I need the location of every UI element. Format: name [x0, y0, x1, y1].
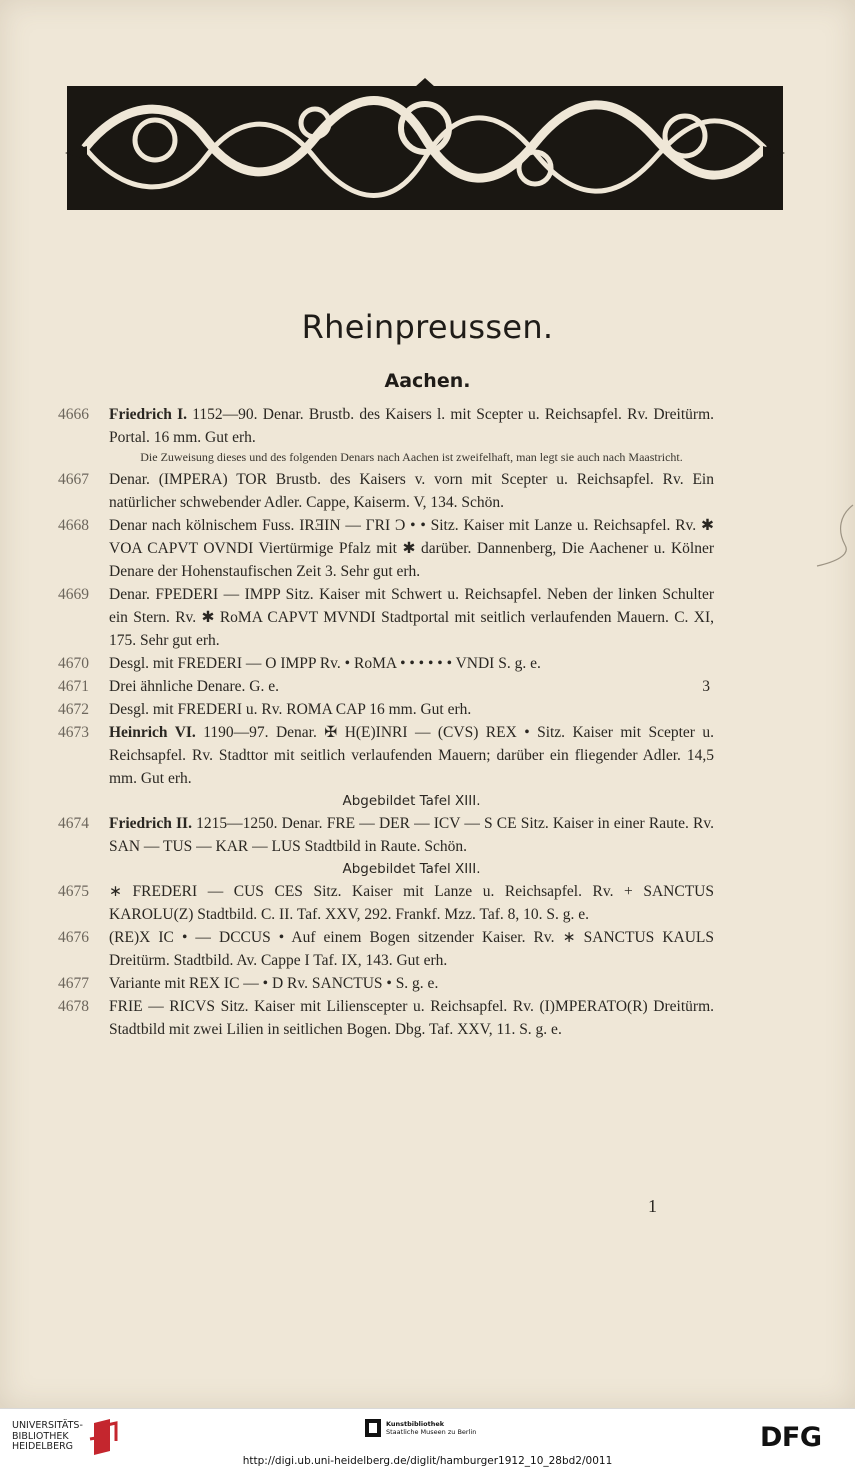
catalogue-entry [58, 995, 714, 1041]
entry-number: 4676 [58, 929, 89, 946]
entry-text: FRIE — RICVS Sitz. Kaiser mit Lilienscepter u. Reichsapfel. Rv. (I)MPERATO(R) Dreitürm. Stadtbild mit zwei Lilien in seitlichen Bogen. Dbg. Taf. XXV, 11. S. g. e. [109, 998, 714, 1038]
viewer-footer [0, 1408, 855, 1470]
section-heading: Aachen. [384, 370, 471, 392]
catalogue-entries [58, 403, 714, 1041]
catalogue-entry [58, 514, 714, 583]
catalogue-entry [58, 468, 714, 514]
plate-reference: Abgebildet Tafel XIII. [342, 793, 481, 809]
entry-number: 4669 [58, 586, 89, 603]
catalogue-entry [58, 972, 714, 995]
catalogue-entry [58, 583, 714, 652]
entry-text: Denar. (IMPERA) TOR Brustb. des Kaisers v. vorn mit Scepter u. Reichsapfel. Rv. Ein natürlicher schwebender Adler. Cappe, Kaiserm. V, 134. Schön. [109, 471, 714, 511]
entry-number: 4672 [58, 701, 89, 718]
page-title: Rheinpreussen. [301, 308, 554, 346]
kunstbibliothek-logo-icon [365, 1419, 381, 1437]
entry-number: 4678 [58, 998, 89, 1015]
entry-text: Desgl. mit FREDERI u. Rv. ROMA CAP 16 mm. Gut erh. [109, 701, 472, 718]
kunstbibliothek-logo-text: Kunstbibliothek Staatliche Museen zu Berlin [386, 1420, 477, 1436]
ruler-name: Friedrich I. [109, 406, 187, 423]
attribution-note: Die Zuweisung dieses und des folgenden Denars nach Aachen ist zweifelhaft, man legt sie auch nach Maastricht. [140, 450, 683, 464]
page-number: 1 [648, 1196, 657, 1216]
entry-number: 4675 [58, 883, 89, 900]
entry-text: Drei ähnliche Denare. G. e. [109, 678, 279, 695]
ub-heidelberg-emblem-icon [88, 1417, 122, 1457]
entry-number: 4666 [58, 406, 89, 423]
catalogue-entry [58, 652, 714, 675]
entry-number: 4673 [58, 724, 89, 741]
catalogue-entry [58, 403, 714, 449]
entry-number: 4677 [58, 975, 89, 992]
margin-pencil-mark [815, 500, 855, 580]
entry-text: 1215—1250. Denar. FRE — DER — ICV — S CE Sitz. Kaiser in einer Raute. Rv. SAN — TUS — KAR — LUS Stadtbild in Raute. Schön. [109, 815, 715, 855]
ornamental-header-band [65, 78, 785, 218]
entry-text: ∗ FREDERI — CUS CES Sitz. Kaiser mit Lanze u. Reichsapfel. Rv. + SANCTUS KAROLU(Z) Stadtbild. C. II. Taf. XXV, 292. Frankf. Mzz. Taf. 8, 10. S. g. e. [109, 883, 714, 923]
entry-number: 4670 [58, 655, 89, 672]
lot-price: 3 [702, 678, 710, 695]
catalogue-entry [58, 721, 714, 790]
entry-number: 4674 [58, 815, 89, 832]
dfg-logo: DFG [760, 1422, 822, 1453]
catalogue-entry [58, 698, 714, 721]
entry-number: 4668 [58, 517, 89, 534]
entry-text: (RE)X IC • — DCCUS • Auf einem Bogen sitzender Kaiser. Rv. ∗ SANCTUS KAULS Dreitürm. Stadtbild. Av. Cappe I Taf. IX, 143. Gut erh. [109, 929, 714, 969]
entry-text: Denar. FPEDERI — IMPP Sitz. Kaiser mit Schwert u. Reichsapfel. Neben der linken Schulter ein Stern. Rv. ✱ RoMA CAPVT MVNDI Stadtportal mit seitlich verlaufenden Mauern. C. XI, 175. Sehr gut erh. [109, 586, 714, 649]
catalogue-entry [58, 812, 714, 858]
entry-number: 4671 [58, 678, 89, 695]
entry-text: Variante mit REX IC — • D Rv. SANCTUS • S. g. e. [109, 975, 439, 992]
ruler-name: Friedrich II. [109, 815, 192, 832]
source-url[interactable]: http://digi.ub.uni-heidelberg.de/diglit/hamburger1912_10_28bd2/0011 [242, 1455, 613, 1467]
entry-text: Denar nach kölnischem Fuss. IRƎIN — ΓRI Ͻ • • Sitz. Kaiser mit Lanze u. Reichsapfel. Rv. ✱ VOA CAPVT OVNDI Viertürmige Pfalz mit ✱ darüber. Dannenberg, Die Aachener u. Kölner Denare der Hohenstaufischen Zeit 3. Sehr gut erh. [109, 517, 714, 580]
catalogue-entry [58, 675, 714, 698]
ruler-name: Heinrich VI. [109, 724, 196, 741]
catalogue-entry [58, 880, 714, 926]
entry-text: 1190—97. Denar. ✠ H(E)INRI — (CVS) REX • Sitz. Kaiser mit Scepter u. Reichsapfel. Rv. Stadttor mit seitlich verlaufenden Mauern; darüber ein fliegender Adler. 14,5 mm. Gut erh. [109, 724, 714, 787]
entry-text: 1152—90. Denar. Brustb. des Kaisers l. mit Scepter u. Reichsapfel. Rv. Dreitürm. Portal. 16 mm. Gut erh. [109, 406, 715, 446]
entry-number: 4667 [58, 471, 89, 488]
entry-text: Desgl. mit FREDERI — O IMPP Rv. • RoMA • • • • • • VNDI S. g. e. [109, 655, 541, 672]
ub-heidelberg-logo-text: UNIVERSITÄTS- BIBLIOTHEK HEIDELBERG [12, 1420, 83, 1452]
catalogue-entry [58, 926, 714, 972]
plate-reference: Abgebildet Tafel XIII. [342, 861, 481, 877]
